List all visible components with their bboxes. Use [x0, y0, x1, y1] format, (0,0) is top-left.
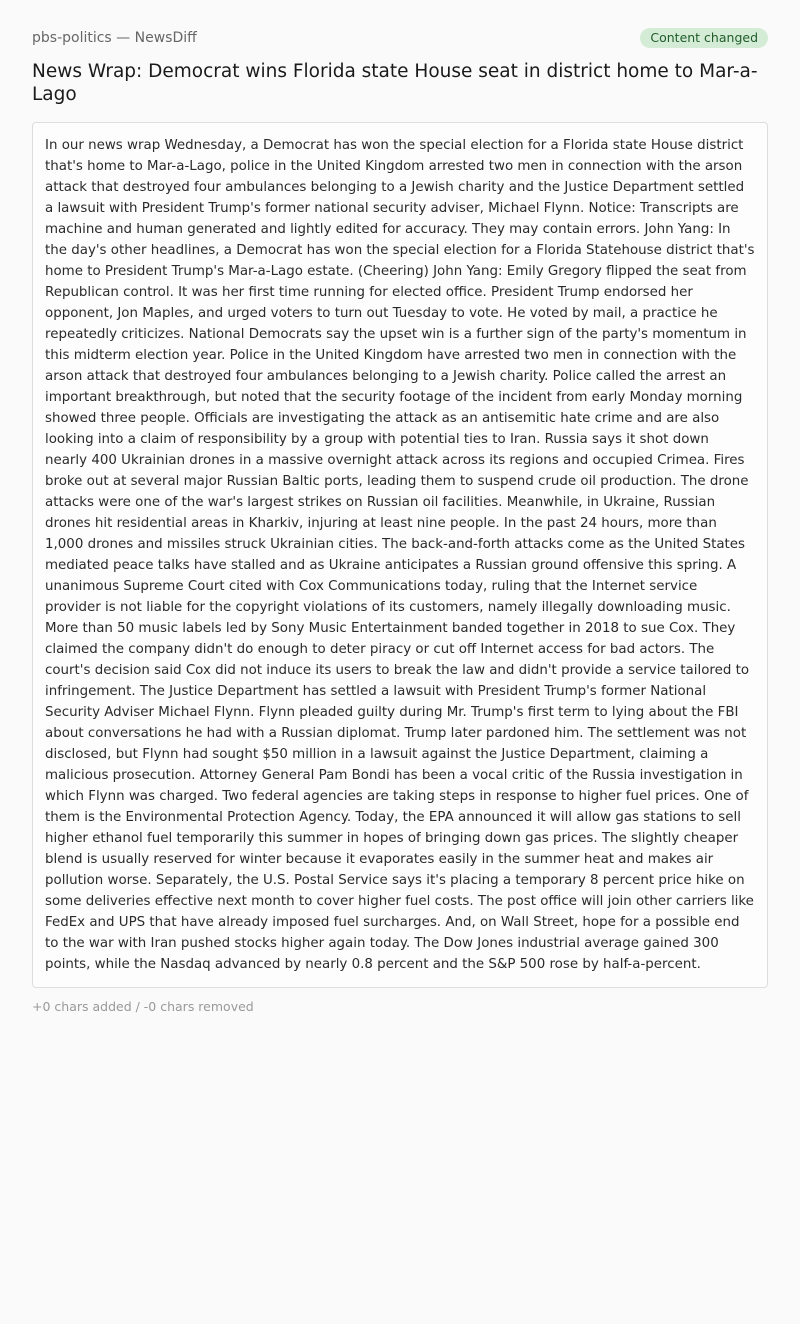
diff-stats: +0 chars added / -0 chars removed — [32, 999, 254, 1014]
page-header — [32, 27, 768, 49]
article-content-box — [32, 122, 768, 988]
article-title: News Wrap: Democrat wins Florida state House seat in district home to Mar-a-Lago — [32, 61, 758, 105]
source-label: pbs-politics — NewsDiff — [32, 30, 197, 46]
status-badge: Content changed — [640, 28, 768, 48]
article-body: In our news wrap Wednesday, a Democrat has won the special election for a Florida state House district that's home to Mar-a-Lago, police in the United Kingdom arrested two men in connection with the arson attack that destroyed four ambulances belonging to a Jewish charity and the Justice Department settled a lawsuit with President Trump's former national security adviser, Michael Flynn. Notice: Transcripts are machine and human generated and lightly edited for accuracy. They may contain errors. John Yang: In the day's other headlines, a Democrat has won the special election for a Florida Statehouse district that's home to President Trump's Mar-a-Lago estate. (Cheering) John Yang: Emily Gregory flipped the seat from Republican control. It was her first time running for elected office. President Trump endorsed her opponent, Jon Maples, and urged voters to turn out Tuesday to vote. He voted by mail, a practice he repeatedly criticizes. National Democrats say the upset win is a further sign of the party's momentum in this midterm election year. Police in the United Kingdom have arrested two men in connection with the arson attack that destroyed four ambulances belonging to a Jewish charity. Police called the arrest an important breakthrough, but noted that the security footage of the incident from early Monday morning showed three people. Officials are investigating the attack as an antisemitic hate crime and are also looking into a claim of responsibility by a group with potential ties to Iran. Russia says it shot down nearly 400 Ukrainian drones in a massive overnight attack across its regions and occupied Crimea. Fires broke out at several major Russian Baltic ports, leading them to suspend crude oil production. The drone attacks were one of the war's largest strikes on Russian oil facilities. Meanwhile, in Ukraine, Russian drones hit residential areas in Kharkiv, injuring at least nine people. In the past 24 hours, more than 1,000 drones and missiles struck Ukrainian cities. The back-and-forth attacks come as the United States mediated peace talks have stalled and as Ukraine anticipates a Russian ground offensive this spring. A unanimous Supreme Court cited with Cox Communications today, ruling that the Internet service provider is not liable for the copyright violations of its customers, namely illegally downloading music. More than 50 music labels led by Sony Music Entertainment banded together in 2018 to sue Cox. They claimed the company didn't do enough to deter piracy or cut off Internet access for bad actors. The court's decision said Cox did not induce its users to break the law and didn't provide a service tailored to infringement. The Justice Department has settled a lawsuit with President Trump's former National Security Adviser Michael Flynn. Flynn pleaded guilty during Mr. Trump's first term to lying about the FBI about conversations he had with a Russian diplomat. Trump later pardoned him. The settlement was not disclosed, but Flynn had sought $50 million in a lawsuit against the Justice Department, claiming a malicious prosecution. Attorney General Pam Bondi has been a vocal critic of the Russia investigation in which Flynn was charged. Two federal agencies are taking steps in response to higher fuel prices. One of them is the Environmental Protection Agency. Today, the EPA announced it will allow gas stations to sell higher ethanol fuel temporarily this summer in hopes of bringing down gas prices. The slightly cheaper blend is usually reserved for winter because it evaporates easily in the summer heat and makes air pollution worse. Separately, the U.S. Postal Service says it's placing a temporary 8 percent price hike on some deliveries effective next month to cover higher fuel costs. The post office will join other carriers like FedEx and UPS that have already imposed fuel surcharges. And, on Wall Street, hope for a possible end to the war with Iran pushed stocks higher again today. The Dow Jones industrial average gained 300 points, while the Nasdaq advanced by nearly 0.8 percent and the S&P 500 rose by half-a-percent. — [45, 138, 755, 972]
